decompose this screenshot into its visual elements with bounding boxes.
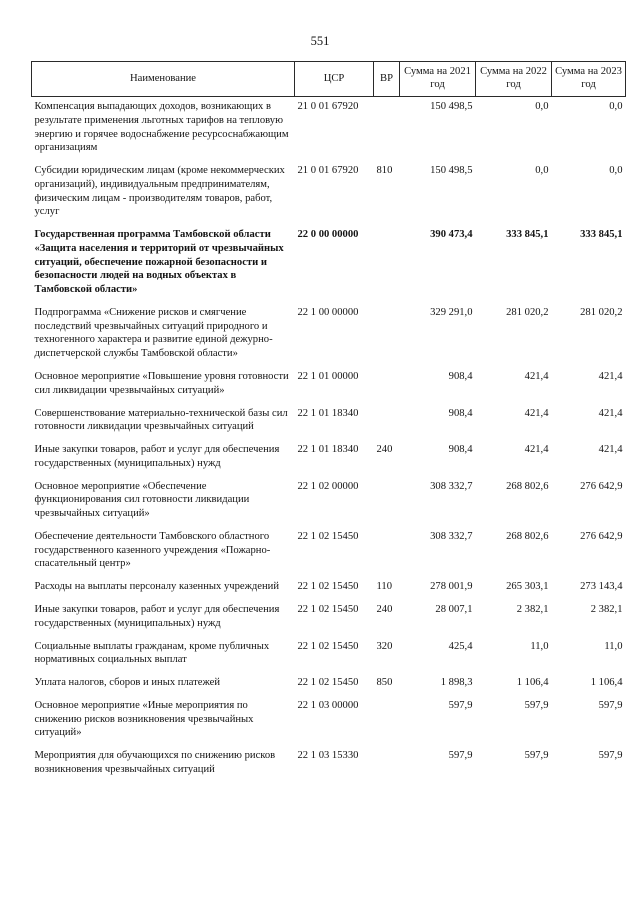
row-sum-2021: 150 498,5	[430, 101, 473, 112]
row-csr-code: 22 1 01 00000	[297, 371, 359, 383]
table-row	[32, 600, 626, 637]
row-sum-2023: 421,4	[598, 444, 623, 456]
row-csr-code: 21 0 01 67920	[297, 165, 359, 177]
row-vr-code	[374, 746, 400, 783]
row-sum-2023: 276 642,9	[580, 480, 623, 492]
row-vr-code: 110	[376, 581, 392, 593]
row-vr-code: 850	[376, 677, 393, 689]
row-vr-code	[374, 477, 400, 527]
row-sum-2021: 308 332,7	[430, 480, 473, 492]
row-vr-code	[374, 696, 400, 746]
row-sum-2023: 333 845,1	[580, 229, 623, 241]
row-name: Расходы на выплаты персоналу казенных учреждений	[34, 581, 279, 593]
row-vr-code	[374, 303, 400, 367]
row-name: Подпрограмма «Снижение рисков и смягчение последствий чрезвычайных ситуаций природного и техногенного характера и развитие единой дежурно-диспетчерской службы Тамбовской области»	[34, 306, 273, 360]
row-vr-code	[374, 404, 400, 441]
row-name: Основное мероприятие «Обеспечение функционирования сил готовности ликвидации чрезвычайных ситуаций»	[34, 480, 250, 520]
row-sum-2021: 425,4	[448, 640, 473, 652]
row-sum-2021: 597,9	[448, 750, 473, 762]
table-body	[32, 97, 626, 783]
table-row	[32, 440, 626, 477]
row-sum-2021: 908,4	[448, 444, 473, 456]
row-sum-2022: 333 845,1	[506, 229, 549, 241]
header-sum-2022: Сумма на 2022 год	[476, 62, 552, 97]
row-name: Основное мероприятие «Иные мероприятия по снижению рисков возникновения чрезвычайных ситуаций»	[34, 699, 254, 739]
table-row	[32, 637, 626, 674]
row-name: Совершенствование материально-технической базы сил готовности ликвидации чрезвычайных ситуаций	[34, 407, 288, 433]
row-csr-code: 21 0 01 67920	[297, 101, 359, 112]
row-sum-2023: 421,4	[598, 407, 623, 419]
row-sum-2021: 150 498,5	[430, 165, 473, 177]
row-sum-2023: 273 143,4	[580, 581, 623, 593]
row-name: Обеспечение деятельности Тамбовского областного государственного казенного учреждения «Пожарно-спасательный центр»	[34, 530, 271, 570]
row-name: Уплата налогов, сборов и иных платежей	[34, 677, 221, 689]
row-csr-code: 22 1 02 15450	[297, 603, 359, 615]
row-sum-2021: 908,4	[448, 407, 473, 419]
row-name: Мероприятия для обучающихся по снижению рисков возникновения чрезвычайных ситуаций	[34, 750, 276, 775]
budget-table	[31, 61, 626, 783]
row-csr-code: 22 1 00 00000	[297, 306, 359, 318]
row-name: Государственная программа Тамбовской области «Защита населения и территорий от чрезвычайных ситуаций, обеспечение пожарной безопасности и безопасности людей на водных объектах в Тамбовской области»	[34, 229, 284, 296]
table-row	[32, 161, 626, 225]
table-row	[32, 225, 626, 303]
row-sum-2021: 28 007,1	[435, 603, 473, 615]
header-name: Наименование	[32, 62, 295, 97]
row-vr-code	[374, 97, 400, 162]
page-number: 551	[310, 34, 330, 48]
row-sum-2022: 2 382,1	[516, 603, 549, 615]
row-sum-2022: 0,0	[535, 101, 549, 112]
row-vr-code: 810	[376, 165, 393, 177]
table-row	[32, 303, 626, 367]
table-row	[32, 477, 626, 527]
row-sum-2022: 597,9	[524, 699, 549, 711]
row-sum-2021: 390 473,4	[430, 229, 473, 241]
row-vr-code: 240	[376, 444, 393, 456]
row-vr-code	[374, 527, 400, 577]
row-sum-2021: 308 332,7	[430, 530, 473, 542]
table-row	[32, 673, 626, 696]
row-sum-2022: 421,4	[524, 371, 549, 383]
row-sum-2023: 2 382,1	[590, 603, 623, 615]
table-row	[32, 527, 626, 577]
header-csr: ЦСР	[295, 62, 374, 97]
row-sum-2023: 597,9	[598, 699, 623, 711]
header-vr: ВР	[374, 62, 400, 97]
row-sum-2023: 11,0	[604, 640, 623, 652]
row-vr-code	[374, 225, 400, 303]
table-row	[32, 404, 626, 441]
row-vr-code: 320	[376, 640, 393, 652]
table-row	[32, 97, 626, 162]
row-sum-2021: 597,9	[448, 699, 473, 711]
row-sum-2022: 268 802,6	[506, 480, 549, 492]
row-sum-2022: 421,4	[524, 444, 549, 456]
row-csr-code: 22 0 00 00000	[297, 229, 359, 241]
row-sum-2023: 281 020,2	[580, 306, 623, 318]
row-csr-code: 22 1 03 00000	[297, 699, 359, 711]
row-sum-2022: 281 020,2	[506, 306, 549, 318]
row-sum-2023: 276 642,9	[580, 530, 623, 542]
table-header	[32, 62, 626, 97]
row-sum-2022: 1 106,4	[516, 677, 549, 689]
row-name: Социальные выплаты гражданам, кроме публичных нормативных социальных выплат	[34, 640, 270, 666]
table-row	[32, 577, 626, 600]
table-row	[32, 696, 626, 746]
table-row	[32, 367, 626, 404]
row-sum-2023: 0,0	[609, 165, 623, 177]
row-sum-2023: 1 106,4	[590, 677, 623, 689]
row-csr-code: 22 1 01 18340	[297, 407, 359, 419]
row-csr-code: 22 1 02 15450	[297, 677, 359, 689]
row-sum-2022: 597,9	[524, 750, 549, 762]
row-name: Субсидии юридическим лицам (кроме некоммерческих организаций), индивидуальным предпринимателям, физическим лицам - производителям товаров, работ, услуг	[34, 165, 285, 218]
header-sum-2023: Сумма на 2023 год	[552, 62, 626, 97]
row-sum-2021: 1 898,3	[440, 677, 473, 689]
row-sum-2023: 421,4	[598, 371, 623, 383]
row-csr-code: 22 1 02 00000	[297, 480, 359, 492]
header-sum-2021: Сумма на 2021 год	[400, 62, 476, 97]
row-csr-code: 22 1 01 18340	[297, 444, 359, 456]
row-name: Иные закупки товаров, работ и услуг для обеспечения государственных (муниципальных) нужд	[34, 603, 280, 629]
row-sum-2022: 268 802,6	[506, 530, 549, 542]
row-sum-2022: 11,0	[530, 640, 549, 652]
row-name: Иные закупки товаров, работ и услуг для обеспечения государственных (муниципальных) нужд	[34, 444, 280, 469]
row-vr-code	[374, 367, 400, 404]
row-sum-2022: 0,0	[535, 165, 549, 177]
row-csr-code: 22 1 02 15450	[297, 640, 359, 652]
header-row	[32, 62, 626, 97]
table-row	[32, 746, 626, 783]
row-sum-2021: 278 001,9	[430, 581, 473, 593]
row-sum-2022: 265 303,1	[506, 581, 549, 593]
row-sum-2022: 421,4	[524, 407, 549, 419]
row-csr-code: 22 1 02 15450	[297, 530, 359, 542]
row-name: Основное мероприятие «Повышение уровня готовности сил ликвидации чрезвычайных ситуаций»	[34, 371, 289, 396]
row-sum-2023: 597,9	[598, 750, 623, 762]
row-sum-2021: 908,4	[448, 371, 473, 383]
row-sum-2023: 0,0	[609, 101, 623, 112]
row-csr-code: 22 1 03 15330	[297, 750, 359, 762]
row-vr-code: 240	[376, 603, 393, 615]
row-csr-code: 22 1 02 15450	[297, 581, 359, 593]
row-sum-2021: 329 291,0	[430, 306, 473, 318]
row-name: Компенсация выпадающих доходов, возникающих в результате применения льготных тарифов на тепловую энергию и горячее водоснабжение ресурсоснабжающим организациям	[34, 101, 289, 154]
